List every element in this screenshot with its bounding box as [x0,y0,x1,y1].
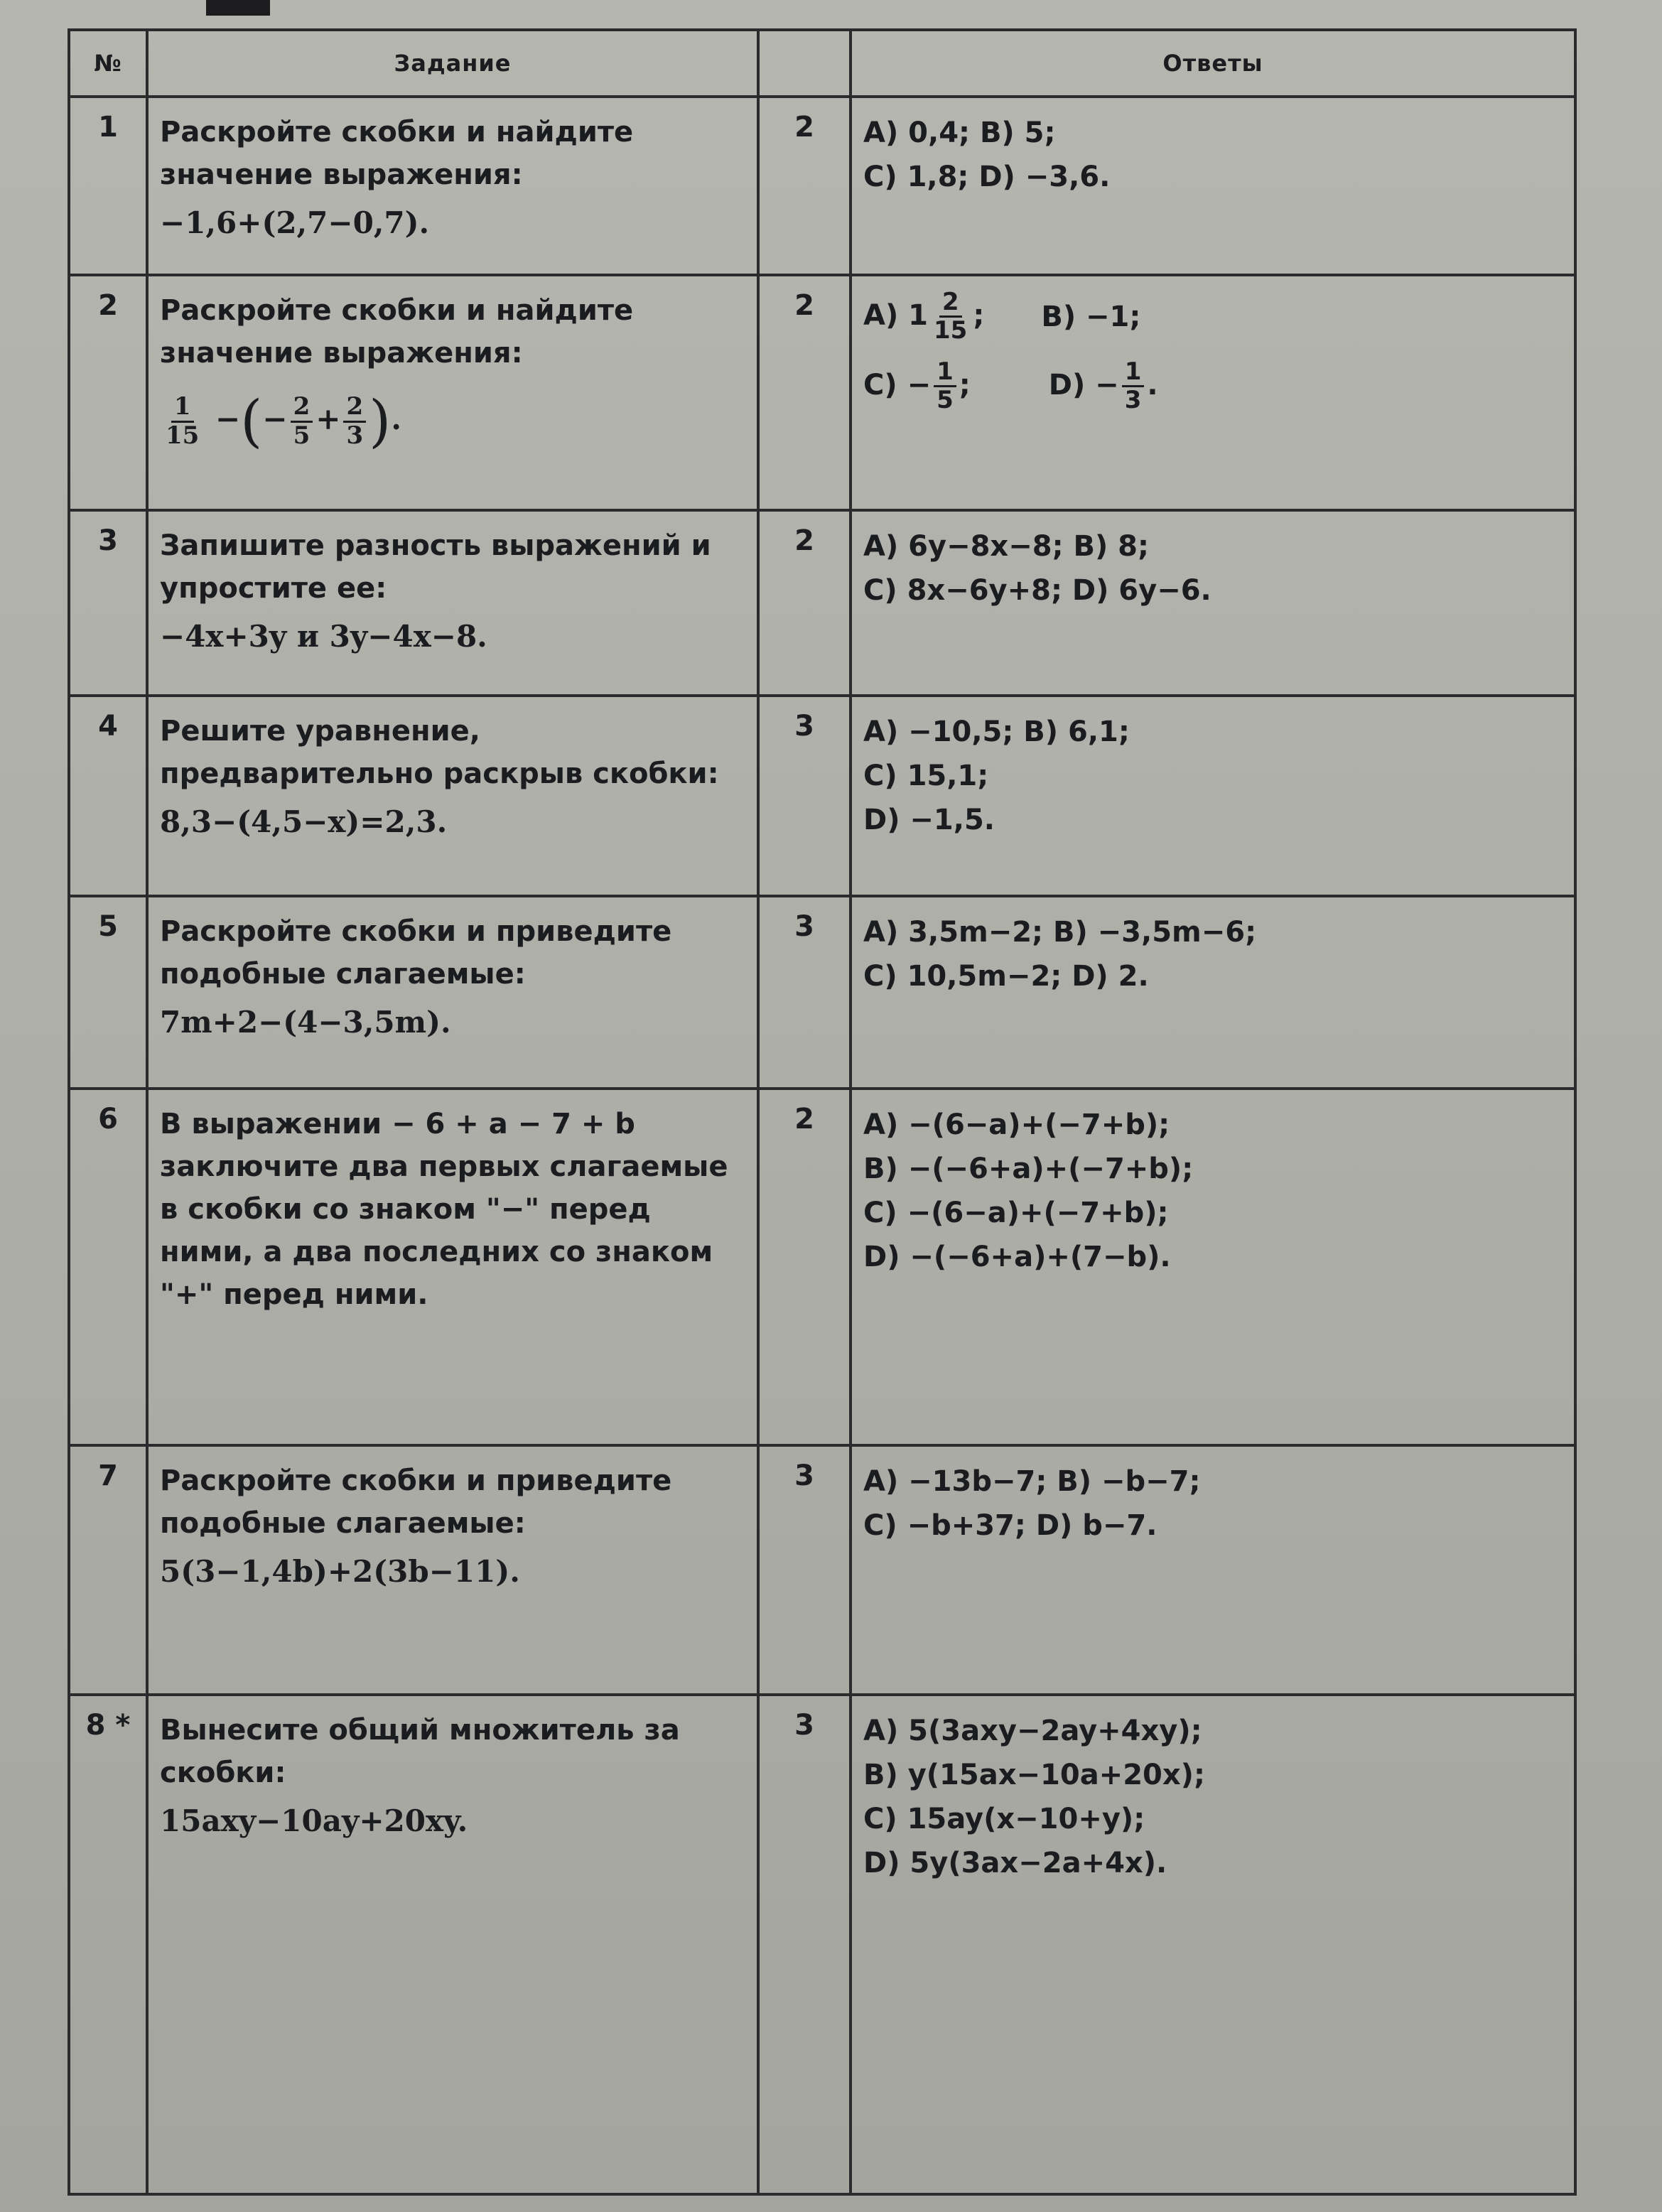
answer-line: A) 6y−8x−8; B) 8; [863,530,1150,563]
task-answers [851,1445,1575,1695]
black-mark [206,0,270,16]
header-answers: Ответы [851,30,1575,97]
task-expression: 7m+2−(4−3,5m). [160,1004,451,1040]
task-expression: 8,3−(4,5−x)=2,3. [160,804,448,840]
answer-line: A) 3,5m−2; B) −3,5m−6; [863,915,1257,949]
task-expression: 5(3−1,4b)+2(3b−11). [160,1553,520,1589]
task-row [69,1445,1575,1695]
task-expression: −4x+3y и 3y−4x−8. [160,619,487,654]
answer-d: D) − $\frac{1}{3}$ . [1048,357,1158,415]
fraction: $\frac{2}{3}$ [343,394,366,449]
answer-line: D) −1,5. [863,804,995,837]
answer-line: B) −(−6+a)+(−7+b); [863,1152,1194,1185]
task-number: 4 [69,696,147,895]
task-text [147,896,758,1089]
task-instruction: Раскройте скобки и приведите подобные слагаемые: [160,1464,672,1540]
task-points: 3 [758,1445,851,1695]
task-text [147,1089,758,1445]
task-answers [851,275,1575,510]
task-answers [851,97,1575,275]
header-points [758,30,851,97]
task-points: 2 [758,97,851,275]
answer-line: C) −(6−a)+(−7+b); [863,1196,1169,1229]
task-number: 8 * [69,1695,147,2194]
tasks-table [68,28,1577,2196]
task-number: 7 [69,1445,147,1695]
fraction: $\frac{1}{15}$ [166,392,200,450]
task-instruction: Решите уравнение, предварительно раскрыв скобки: [160,715,719,791]
task-instruction: Раскройте скобки и найдите значение выражения: [160,116,634,191]
task-points: 3 [758,696,851,895]
answer-line: A) 0,4; B) 5; [863,117,1056,149]
answer-line: A) −(6−a)+(−7+b); [863,1108,1170,1141]
task-instruction: В выражении − 6 + a − 7 + b заключите два первых слагаемые в скобки со знаком "−" перед ними, а два последних со знаком "+" перед ними. [160,1107,728,1311]
answer-line: B) y(15ax−10a+20x); [863,1759,1205,1792]
answer-line: C) −b+37; D) b−7. [863,1509,1158,1542]
answer-line: A) −10,5; B) 6,1; [863,716,1130,749]
answer-a: A) 1 $\frac{2}{15}$ ; [863,288,985,345]
task-points: 2 [758,510,851,696]
task-number: 5 [69,896,147,1089]
answer-line: C) 15ay(x−10+y); [863,1803,1145,1836]
task-points: 2 [758,275,851,510]
task-number: 2 [69,275,147,510]
task-row [69,275,1575,510]
task-expression: −1,6+(2,7−0,7). [160,205,430,240]
answer-line: C) 15,1; [863,760,989,793]
task-text [147,510,758,696]
task-row [69,97,1575,275]
answer-c: C) − $\frac{1}{5}$ ; [863,357,971,415]
task-text [147,97,758,275]
answer-line: C) 1,8; D) −3,6. [863,161,1111,193]
answer-line: C) 8x−6y+8; D) 6y−6. [863,574,1212,608]
task-expression: $\frac{1}{15}$ −(− $\frac{2}{5}$ + $\frac{2}{3}$ ). [160,379,745,464]
header-num: № [69,30,147,97]
task-answers [851,510,1575,696]
fraction: $\frac{2}{5}$ [291,394,313,449]
task-row [69,510,1575,696]
task-sheet [68,28,1574,2196]
answer-line [863,289,1563,345]
answer-b: B) −1; [1041,300,1141,333]
task-row [69,696,1575,895]
task-row [69,1695,1575,2194]
task-text [147,1445,758,1695]
task-answers [851,1695,1575,2194]
task-number: 1 [69,97,147,275]
task-instruction: Раскройте скобки и приведите подобные слагаемые: [160,915,672,991]
task-number: 3 [69,510,147,696]
task-instruction: Вынесите общий множитель за скобки: [160,1714,680,1790]
task-answers [851,696,1575,895]
task-text [147,275,758,510]
task-text [147,696,758,895]
task-expression: 15axy−10ay+20xy. [160,1803,468,1839]
answer-line: A) 5(3axy−2ay+4xy); [863,1715,1202,1748]
answer-line: A) −13b−7; B) −b−7; [863,1464,1201,1498]
task-points: 3 [758,1695,851,2194]
answer-line: D) 5y(3ax−2a+4x). [863,1847,1167,1880]
answer-line: C) 10,5m−2; D) 2. [863,959,1149,993]
task-points: 3 [758,896,851,1089]
header-row [69,30,1575,97]
task-row [69,896,1575,1089]
task-answers [851,896,1575,1089]
task-number: 6 [69,1089,147,1445]
header-task: Задание [147,30,758,97]
answer-line [863,359,1563,414]
task-answers [851,1089,1575,1445]
task-text [147,1695,758,2194]
answer-line: D) −(−6+a)+(7−b). [863,1240,1171,1273]
task-instruction: Запишите разность выражений и упростите ее: [160,529,711,605]
task-row [69,1089,1575,1445]
task-instruction: Раскройте скобки и найдите значение выражения: [160,294,634,370]
task-points: 2 [758,1089,851,1445]
